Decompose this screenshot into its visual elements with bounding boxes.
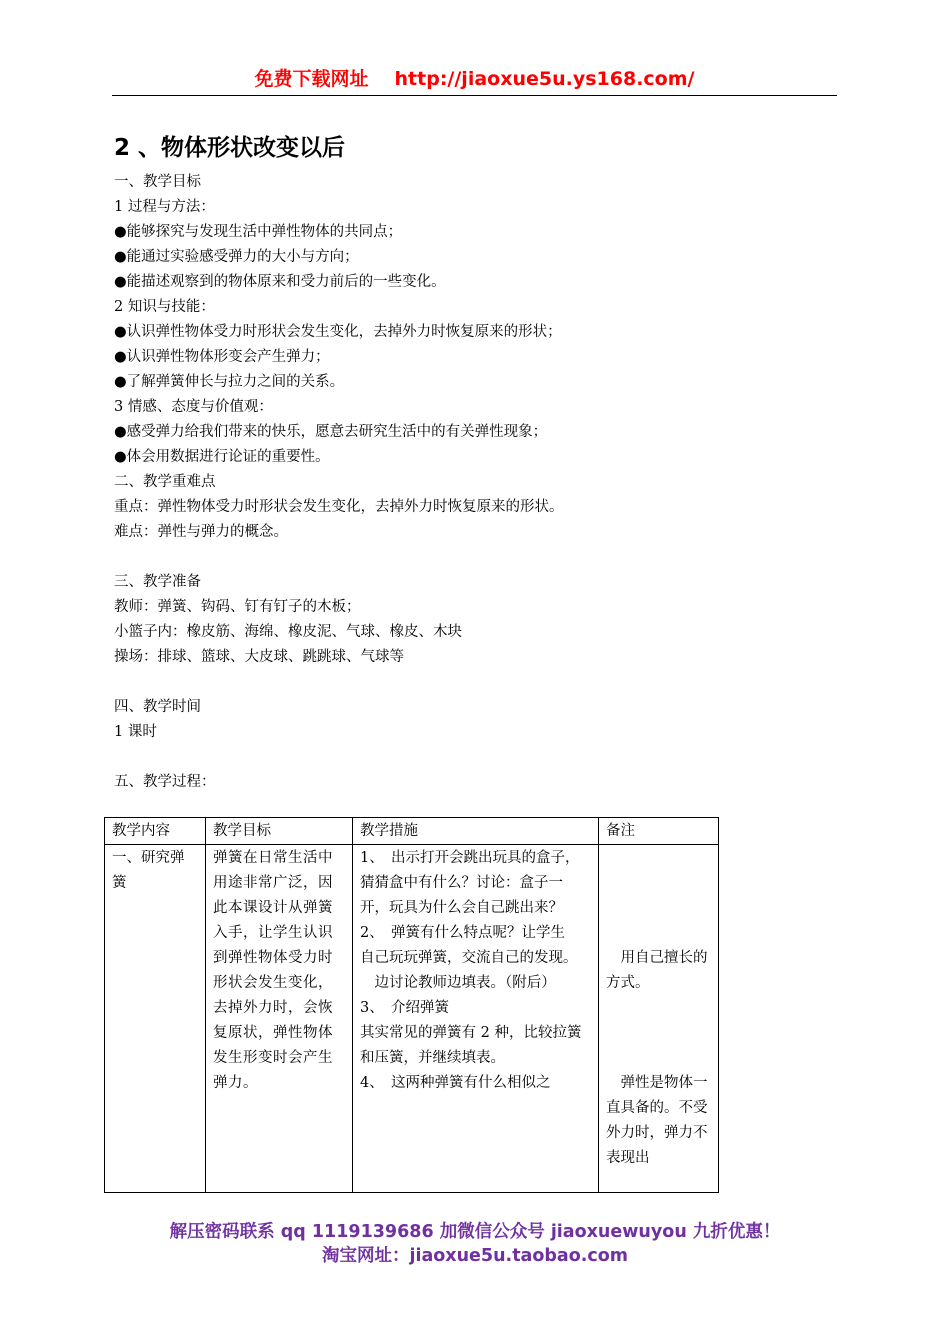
body-line: ●了解弹簧伸长与拉力之间的关系。	[114, 374, 345, 390]
body-line: 3 情感、态度与价值观：	[114, 399, 273, 415]
table-header-cell: 教学措施	[353, 818, 599, 845]
body-line: 操场：排球、篮球、大皮球、跳跳球、气球等	[114, 649, 404, 665]
footer-shop-link[interactable]: 淘宝网址：jiaoxue5u.taobao.com	[321, 1246, 629, 1266]
measure-line: 边讨论教师边填表。（附后）	[360, 975, 556, 991]
body-line: ●能通过实验感受弹力的大小与方向；	[114, 249, 359, 265]
body-line: 五、教学过程：	[114, 774, 216, 790]
body-line: ●认识弹性物体受力时形状会发生变化，去掉外力时恢复原来的形状；	[114, 324, 562, 340]
header-label: 免费下载网址	[254, 68, 369, 90]
body-line: ●感受弹力给我们带来的快乐，愿意去研究生活中的有关弹性现象；	[114, 424, 548, 440]
body-line: 难点：弹性与弹力的概念。	[114, 524, 288, 540]
table-header-cell: 备注	[599, 818, 719, 845]
body-line: ●认识弹性物体形变会产生弹力；	[114, 349, 330, 365]
measure-line: 自己玩玩弹簧，交流自己的发现。	[360, 950, 578, 966]
body-line: 教师：弹簧、钩码、钉有钉子的木板；	[114, 599, 361, 615]
measure-line: 2、 弹簧有什么特点呢？让学生	[360, 925, 565, 941]
note-text: 用自己擅长的方式。	[606, 950, 708, 991]
teaching-process-table	[104, 817, 719, 1193]
notes-cell	[599, 845, 719, 1193]
body-line: 2 知识与技能：	[114, 299, 215, 315]
body-line: 三、教学准备	[114, 574, 201, 590]
page-header	[112, 64, 837, 96]
header-url-link[interactable]: http://jiaoxue5u.ys168.com/	[394, 68, 695, 90]
body-line	[114, 545, 564, 570]
measure-line: 猜猜盒中有什么？讨论：盒子一开，玩具为什么会自己跳出来？	[360, 875, 563, 916]
measures-cell	[353, 845, 599, 1193]
goal-cell: 弹簧在日常生活中用途非常广泛，因此本课设计从弹簧入手，让学生认识到弹性物体受力时形状会发生变化，去掉外力时，会恢复原状，弹性物体发生形变时会产生弹力。	[206, 845, 353, 1193]
lesson-title: 2 、物体形状改变以后	[114, 135, 346, 161]
table-header-cell: 教学内容	[105, 818, 206, 845]
body-line: 1 过程与方法：	[114, 199, 215, 215]
body-line: 一、教学目标	[114, 174, 201, 190]
body-line: 1 课时	[114, 724, 157, 740]
body-line: 二、教学重难点	[114, 474, 216, 490]
footer-contact: 解压密码联系 qq 1119139686 加微信公众号 jiaoxuewuyou 九折优惠！	[169, 1222, 781, 1242]
body-line: ●能描述观察到的物体原来和受力前后的一些变化。	[114, 274, 446, 290]
table-header-cell: 教学目标	[206, 818, 353, 845]
lesson-body	[114, 170, 564, 795]
measure-line: 其实常见的弹簧有 2 种，比较拉簧和压簧，并继续填表。	[360, 1025, 582, 1066]
body-line	[114, 745, 564, 770]
body-line: 四、教学时间	[114, 699, 201, 715]
body-line: 小篮子内：橡皮筋、海绵、橡皮泥、气球、橡皮、木块	[114, 624, 462, 640]
content-cell: 一、研究弹簧	[105, 845, 206, 1193]
measure-line: 1、 出示打开会跳出玩具的盒子，	[360, 850, 580, 866]
body-line: 重点：弹性物体受力时形状会发生变化，去掉外力时恢复原来的形状。	[114, 499, 564, 515]
measure-line: 4、 这两种弹簧有什么相似之	[360, 1075, 551, 1091]
table-header-row	[105, 818, 719, 845]
table-row	[105, 845, 719, 1193]
body-line: ●能够探究与发现生活中弹性物体的共同点；	[114, 224, 403, 240]
note-text: 弹性是物体一直具备的。不受外力时，弹力不表现出	[606, 1075, 708, 1166]
body-line	[114, 670, 564, 695]
measure-line: 3、 介绍弹簧	[360, 1000, 449, 1016]
body-line: ●体会用数据进行论证的重要性。	[114, 449, 330, 465]
